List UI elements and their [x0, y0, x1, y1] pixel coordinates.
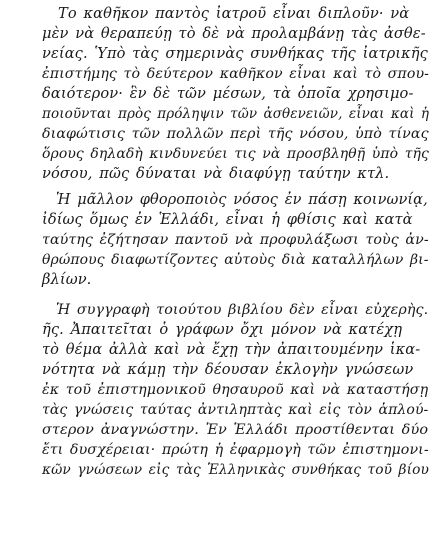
- text-line: νόσου, πῶς δύναται νὰ διαφύγῃ ταύτην κτλ.: [42, 165, 390, 182]
- text-line: στερον ἀναγνώστην. Ἐν Ἑλλάδι προστίθενται δύο: [42, 422, 429, 438]
- text-line: τὰς γνώσεις ταύτας ἀντιληπτὰς καὶ εἰς τὸν ἁπλού-: [42, 402, 429, 418]
- text-line: ἔτι δυσχέρειαι· πρώτη ἡ ἐφαρμογὴ τῶν ἐπιστημονι-: [42, 442, 429, 458]
- text-line: ὅρους δηλαδὴ κινδυνεύει τις νὰ προσβληθῇ ὑπὸ τῆς: [42, 146, 429, 162]
- text-line: δαιότερον· ἓν δὲ τῶν μέσων, τὰ ὁποῖα χρησιμο-: [42, 85, 414, 102]
- text-line: βλίων.: [42, 271, 92, 288]
- text-line: διαφώτισις τῶν πολλῶν περὶ τῆς νόσου, ὑπὸ τίνας: [42, 126, 429, 142]
- text-line: τὸ θέμα ἀλλὰ καὶ νὰ ἔχῃ τὴν ἀπαιτουμένην ἱκα-: [42, 341, 421, 358]
- text-line: ἐκ τοῦ ἐπιστημονικοῦ θησαυροῦ καὶ νὰ καταστήσῃ: [42, 382, 429, 398]
- text-line: κῶν γνώσεων εἰς τὰς Ἑλληνικὰς συνθήκας τοῦ βίου: [42, 462, 429, 478]
- text-line: ἐπιστήμης τὸ δεύτερον καθῆκον εἶναι καὶ τὸ σπου-: [42, 66, 430, 82]
- text-line: ποιοῦνται πρὸς πρόληψιν τῶν ἀσθενειῶν, εἶναι καὶ ἡ: [42, 106, 430, 122]
- text-line: Ἡ μᾶλλον φθοροποιὸς νόσος ἐν πάσῃ κοινωνίᾳ,: [56, 192, 428, 208]
- text-line: νείας. Ὑπὸ τὰς σημερινὰς συνθήκας τῆς ἰατρικῆς: [42, 45, 428, 62]
- text-line: ἰδίως ὅμως ἐν Ἑλλάδι, εἶναι ἡ φθίσις καὶ κατὰ: [42, 211, 413, 228]
- text-line: νότητα νὰ κάμῃ τὴν δέουσαν ἐκλογὴν γνώσεων: [42, 361, 414, 378]
- text-line: Ἡ συγγραφὴ τοιούτου βιβλίου δὲν εἶναι εὐχερὴς.: [56, 302, 429, 318]
- text-line: ταύτης ἐζήτησαν παντοῦ νὰ προφυλάξωσι τοὺς ἀν-: [42, 232, 429, 248]
- text-line: Το καθῆκον παντὸς ἰατροῦ εἶναι διπλοῦν· νὰ: [58, 5, 410, 22]
- text-line: ῆς. Ἀπαιτεῖται ὁ γράφων ὄχι μόνον νὰ κατέχῃ: [42, 321, 403, 338]
- text-line: θρώπους διαφωτίζοντες αὐτοὺς διὰ καταλλήλων βι-: [42, 252, 429, 268]
- text-line: μὲν νὰ θεραπεύῃ τὸ δὲ νὰ προλαμβάνῃ τὰς ἀσθε-: [42, 25, 426, 42]
